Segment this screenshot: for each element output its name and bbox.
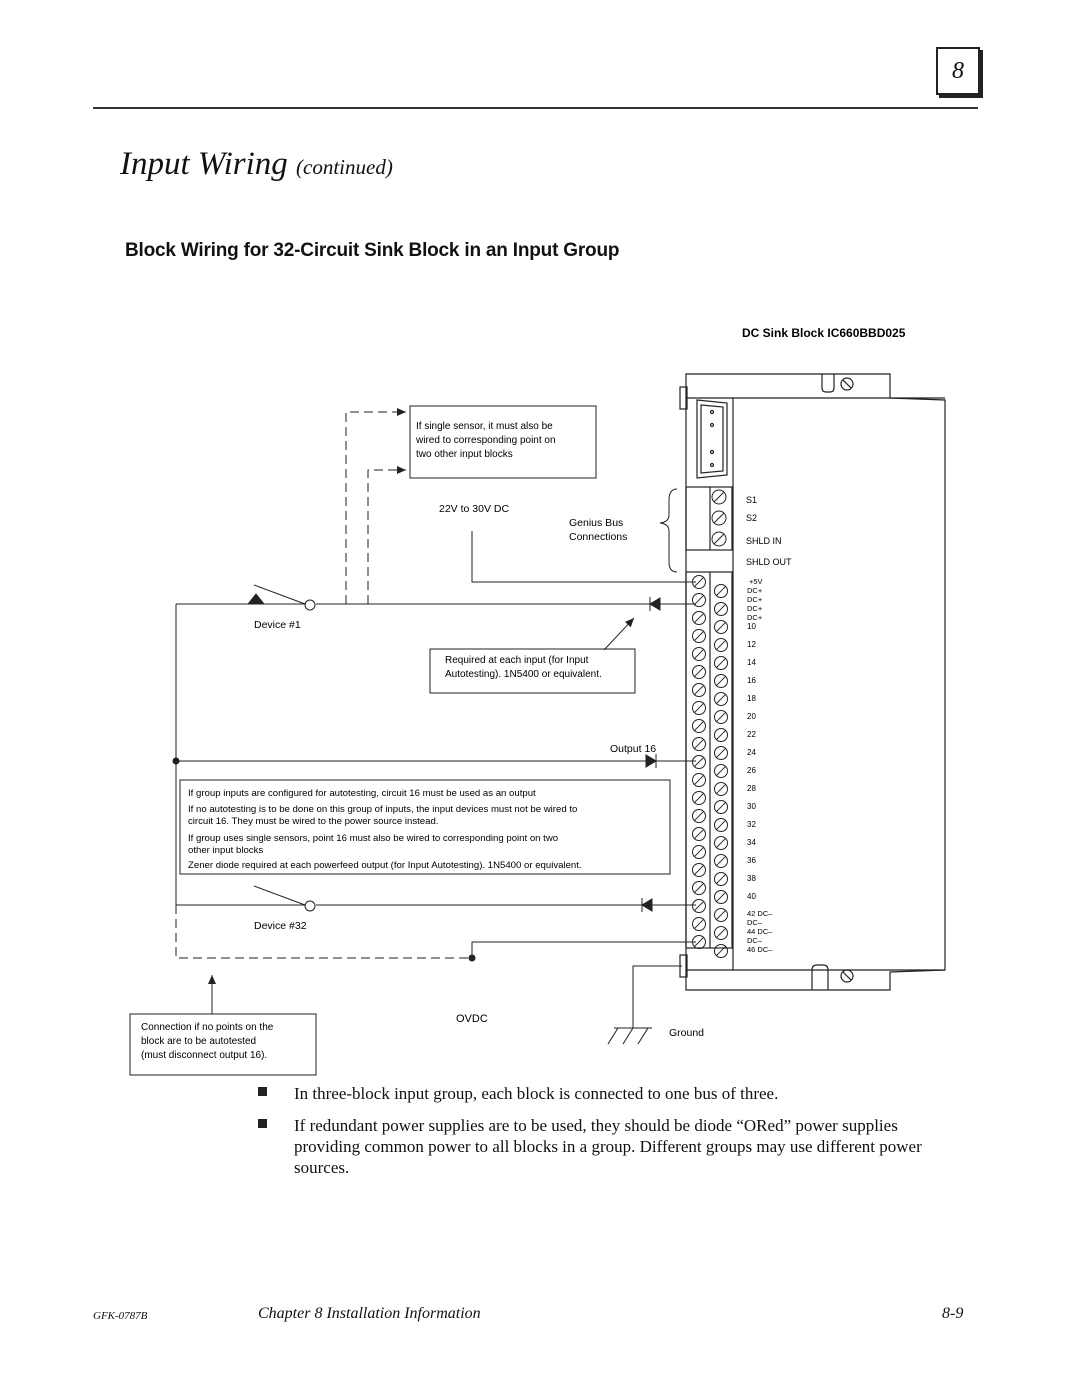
junction-dot (469, 955, 476, 962)
group-note-line: other input blocks (188, 845, 264, 856)
terminal-label: 10 (747, 622, 756, 631)
device-32-switch (176, 886, 696, 912)
terminal-label: DC– (747, 936, 763, 945)
group-note-line: If group inputs are configured for autotesting, circuit 16 must be used as an output (188, 788, 536, 799)
terminal-label: 34 (747, 838, 756, 847)
bus-label-shld-in: SHLD IN (746, 536, 782, 546)
bullet-item (258, 1115, 938, 1178)
connection-note-line: block are to be autotested (141, 1036, 257, 1047)
terminal-label: 26 (747, 766, 756, 775)
bullet-text: In three-block input group, each block is connected to one bus of three. (294, 1084, 779, 1103)
group-note-line: Zener diode required at each powerfeed output (for Input Autotesting). 1N5400 or equivalent. (188, 860, 582, 871)
block-title: DC Sink Block IC660BBD025 (742, 326, 906, 340)
diode-note-arrow (604, 618, 634, 650)
bullet-square-icon (258, 1087, 267, 1096)
diode-note-line: Required at each input (for Input (445, 655, 589, 666)
sensor-note-line: If single sensor, it must also be (416, 421, 553, 432)
bus-label-shld-out: SHLD OUT (746, 557, 792, 567)
footer-doc-id: GFK-0787B (93, 1310, 148, 1322)
dashed-return (176, 905, 472, 958)
device-1-switch (176, 585, 646, 610)
sensor-note-line: wired to corresponding point on (416, 435, 556, 446)
terminal-label: 38 (747, 874, 756, 883)
bullet-text: If redundant power supplies are to be used, they should be diode “ORed” power supplies providing common power to all blocks in a group. Different groups may use different power sources. (294, 1116, 922, 1177)
terminal-label: 46 DC– (747, 945, 773, 954)
terminal-label: 40 (747, 892, 756, 901)
terminal-label: DC+ (747, 595, 763, 604)
connection-note-line: (must disconnect output 16). (141, 1050, 268, 1061)
bullet-item (258, 1083, 938, 1104)
terminal-label: 42 DC– (747, 909, 773, 918)
terminal-label: DC+ (747, 604, 763, 613)
footer-chapter: Chapter 8 Installation Information (258, 1305, 481, 1322)
terminal-label: 30 (747, 802, 756, 811)
group-note-line: circuit 16. They must be wired to the power source instead. (188, 816, 439, 827)
genius-bus-label: Connections (569, 531, 628, 543)
terminal-label: 24 (747, 748, 756, 757)
voltage-label: 22V to 30V DC (439, 503, 510, 515)
genius-bus-brace (660, 489, 677, 572)
sensor-note-line: two other input blocks (416, 449, 513, 460)
terminal-label: 16 (747, 676, 756, 685)
bullet-list (258, 1083, 938, 1189)
terminal-label: DC– (747, 918, 763, 927)
bus-label-s2: S2 (746, 513, 758, 523)
device-32-label: Device #32 (254, 920, 307, 932)
connection-note-line: Connection if no points on the (141, 1022, 274, 1033)
diode-note-line: Autotesting). 1N5400 or equivalent. (445, 669, 602, 680)
bus-label-s1: S1 (746, 495, 758, 505)
terminal-label: 22 (747, 730, 756, 739)
footer-page: 8-9 (942, 1305, 964, 1322)
terminal-label: 36 (747, 856, 756, 865)
chapter-number-box: 8 (936, 47, 980, 95)
terminal-label: 12 (747, 640, 756, 649)
terminal-label: 32 (747, 820, 756, 829)
bullet-square-icon (258, 1119, 267, 1128)
title-main: Input Wiring (120, 146, 288, 182)
output-16-label: Output 16 (610, 743, 657, 755)
genius-bus-label: Genius Bus (569, 517, 624, 529)
terminal-label: DC+ (747, 613, 763, 622)
ovdc-label: OVDC (456, 1013, 488, 1025)
section-subtitle: Block Wiring for 32-Circuit Sink Block in an Input Group (125, 240, 620, 261)
terminal-label: 20 (747, 712, 756, 721)
sensor-dashed-links (346, 412, 394, 604)
ground-label: Ground (669, 1027, 705, 1039)
terminal-label: DC+ (747, 586, 763, 595)
ovdc-wire (472, 942, 696, 958)
group-note-line: If no autotesting is to be done on this group of inputs, the input devices must not be wired to (188, 804, 578, 815)
terminal-label: 14 (747, 658, 756, 667)
group-note-line: If group uses single sensors, point 16 must also be wired to corresponding point on two (188, 833, 559, 844)
terminal-label: +5V (749, 577, 763, 586)
terminal-label: 18 (747, 694, 756, 703)
terminal-label: 28 (747, 784, 756, 793)
terminal-label: 44 DC– (747, 927, 773, 936)
device-1-label: Device #1 (254, 619, 301, 631)
junction-dot (173, 758, 180, 765)
title-continued: (continued) (296, 155, 393, 179)
